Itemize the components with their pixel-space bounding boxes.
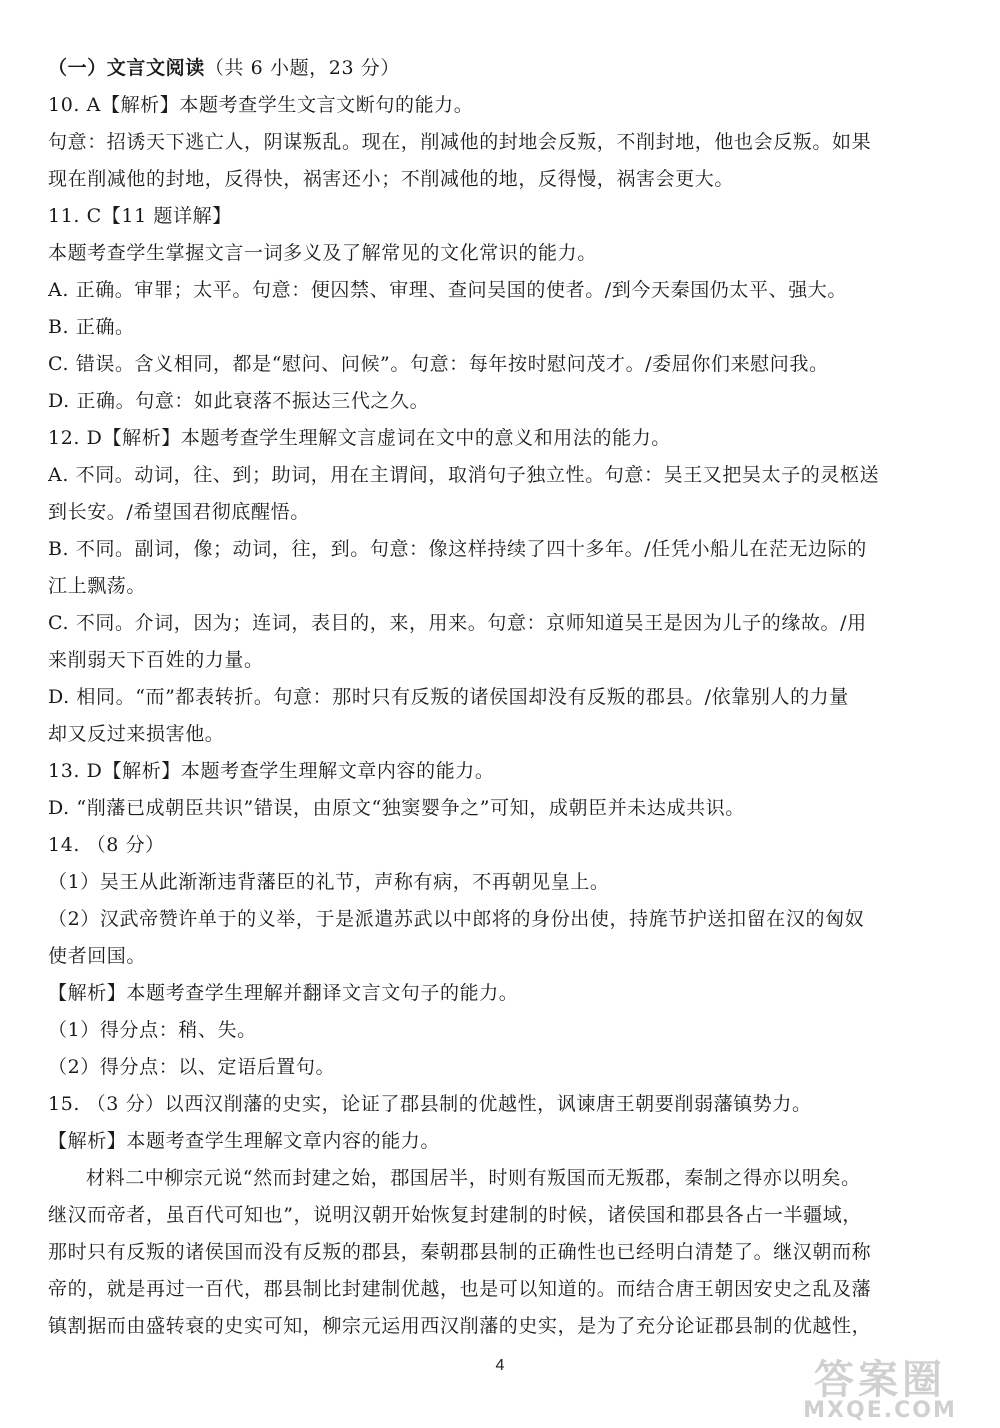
answer-14-part-1: （1）吴王从此渐渐违背藩臣的礼节，声称有病，不再朝见皇上。	[48, 871, 610, 893]
answer-12-option-a-cont: 到长安。/希望国君彻底醒悟。	[48, 501, 310, 523]
answer-15-paragraph-cont: 那时只有反叛的诸侯国而没有反叛的郡县，秦朝郡县制的正确性也已经明白清楚了。继汉朝而称	[48, 1241, 872, 1263]
answer-14-part-2: （2）汉武帝赞许单于的义举，于是派遣苏武以中郎将的身份出使，持旄节护送扣留在汉的匈奴	[48, 908, 865, 930]
answer-15-analysis: 【解析】本题考查学生理解文章内容的能力。	[48, 1130, 441, 1152]
answer-13-header: 13. D【解析】本题考查学生理解文章内容的能力。	[48, 760, 495, 782]
document-page	[48, 50, 968, 1345]
answer-14-scoring-1: （1）得分点：稍、失。	[48, 1019, 257, 1041]
answer-15-paragraph-cont: 继汉而帝者，虽百代可知也”，说明汉朝开始恢复封建制的时候，诸侯国和郡县各占一半疆域，	[48, 1204, 862, 1226]
answer-14-header: 14. （8 分）	[48, 834, 165, 856]
answer-11-option-a: A. 正确。审罪；太平。句意：便囚禁、审理、查问吴国的使者。/到今天秦国仍太平、强大。	[48, 279, 848, 301]
answer-12-option-d-cont: 却又反过来损害他。	[48, 723, 225, 745]
answer-12-header: 12. D【解析】本题考查学生理解文言虚词在文中的意义和用法的能力。	[48, 427, 671, 449]
answer-12-option-c: C. 不同。介词，因为；连词，表目的，来，用来。句意：京师知道吴王是因为儿子的缘故。/用	[48, 612, 867, 634]
answer-14-part-2-cont: 使者回国。	[48, 945, 147, 967]
watermark-text: 答案圈	[814, 1357, 946, 1403]
page-number: 4	[495, 1357, 505, 1374]
answer-11-option-b: B. 正确。	[48, 316, 135, 338]
answer-14-analysis: 【解析】本题考查学生理解并翻译文言文句子的能力。	[48, 982, 519, 1004]
answer-11-header: 11. C【11 题详解】	[48, 205, 232, 227]
answer-11-option-c: C. 错误。含义相同，都是“慰问、问候”。句意：每年按时慰问茂才。/委屈你们来慰问我。	[48, 353, 829, 375]
section-title	[48, 50, 968, 87]
answer-10-header: 10. A【解析】本题考查学生文言文断句的能力。	[48, 94, 474, 116]
watermark-logo	[780, 1357, 980, 1424]
answer-11-intro: 本题考查学生掌握文言一词多义及了解常见的文化常识的能力。	[48, 242, 597, 264]
answer-15-paragraph-cont: 帝的，就是再过一百代，郡县制比封建制优越，也是可以知道的。而结合唐王朝因安史之乱及藩	[48, 1278, 872, 1300]
section-title-score: （共 6 小题，23 分）	[204, 57, 400, 79]
answer-13-option-d: D. “削藩已成朝臣共识”错误，由原文“独窦婴争之”可知，成朝臣并未达成共识。	[48, 797, 745, 819]
answer-12-option-d: D. 相同。“而”都表转折。句意：那时只有反叛的诸侯国却没有反叛的郡县。/依靠别人的力量	[48, 686, 849, 708]
answer-12-option-c-cont: 来削弱天下百姓的力量。	[48, 649, 264, 671]
answer-12-option-b-cont: 江上飘荡。	[48, 575, 147, 597]
answer-11-option-d: D. 正确。句意：如此衰落不振达三代之久。	[48, 390, 430, 412]
answer-15-paragraph: 材料二中柳宗元说“然而封建之始，郡国居半，时则有叛国而无叛郡，秦制之得亦以明矣。	[86, 1167, 861, 1189]
answer-15-header: 15. （3 分）以西汉削藩的史实，论证了郡县制的优越性，讽谏唐王朝要削弱藩镇势力。	[48, 1093, 812, 1115]
answer-10-explanation-cont: 现在削减他的封地，反得快，祸害还小；不削减他的地，反得慢，祸害会更大。	[48, 168, 735, 190]
answer-10-explanation: 句意：招诱天下逃亡人，阴谋叛乱。现在，削减他的封地会反叛，不削封地，他也会反叛。如果	[48, 131, 872, 153]
section-title-text: （一）文言文阅读	[48, 57, 205, 79]
watermark-url: MXQE.COM	[803, 1398, 957, 1423]
answer-14-scoring-2: （2）得分点：以、定语后置句。	[48, 1056, 336, 1078]
answer-12-option-a: A. 不同。动词，往、到；助词，用在主谓间，取消句子独立性。句意：吴王又把吴太子的灵柩送	[48, 464, 880, 486]
answer-12-option-b: B. 不同。副词，像；动词，往，到。句意：像这样持续了四十多年。/任凭小船儿在茫无边际的	[48, 538, 867, 560]
answer-15-paragraph-cont: 镇割据而由盛转衰的史实可知，柳宗元运用西汉削藩的史实，是为了充分论证郡县制的优越性，	[48, 1315, 872, 1337]
